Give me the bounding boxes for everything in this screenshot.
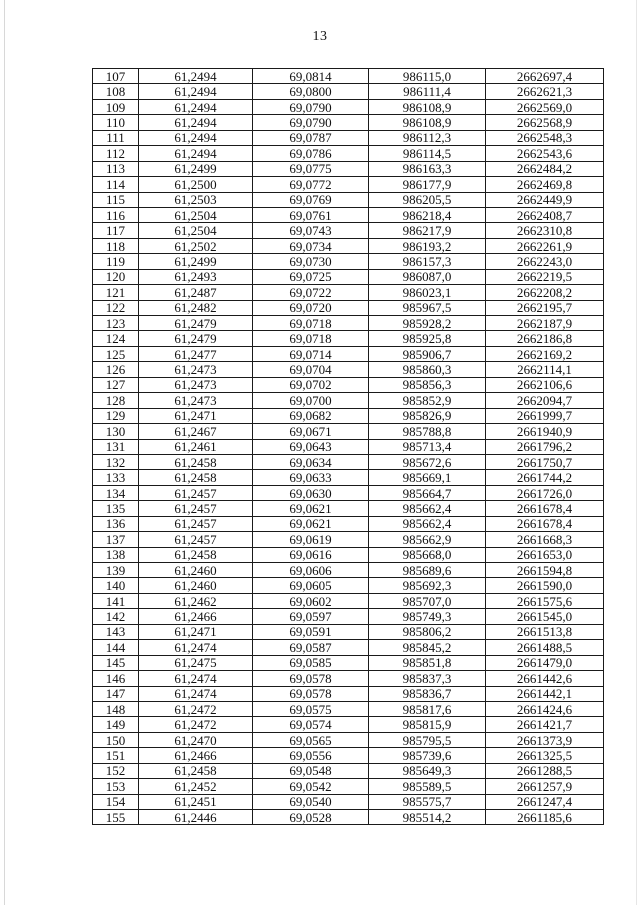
table-row [93,516,604,531]
latitude-cell: 61,2457 [139,516,253,531]
table-row [93,748,604,763]
table-row [93,223,604,238]
y-coordinate-cell: 2661940,9 [486,424,604,439]
y-coordinate-cell: 2661257,9 [486,779,604,794]
page-number: 13 [312,29,328,44]
latitude-cell: 61,2494 [139,146,253,161]
longitude-cell: 69,0814 [253,69,369,84]
point-number-cell: 109 [93,99,139,114]
longitude-cell: 69,0578 [253,686,369,701]
x-coordinate-cell: 986108,9 [369,99,486,114]
longitude-cell: 69,0671 [253,424,369,439]
y-coordinate-cell: 2661442,6 [486,671,604,686]
longitude-cell: 69,0730 [253,254,369,269]
table-row [93,99,604,114]
point-number-cell: 117 [93,223,139,238]
latitude-cell: 61,2477 [139,346,253,361]
latitude-cell: 61,2499 [139,254,253,269]
latitude-cell: 61,2494 [139,84,253,99]
table-row [93,763,604,778]
x-coordinate-cell: 986111,4 [369,84,486,99]
longitude-cell: 69,0548 [253,763,369,778]
point-number-cell: 113 [93,161,139,176]
table-row [93,485,604,500]
y-coordinate-cell: 2661373,9 [486,732,604,747]
point-number-cell: 110 [93,115,139,130]
x-coordinate-cell: 985713,4 [369,439,486,454]
y-coordinate-cell: 2661678,4 [486,501,604,516]
point-number-cell: 144 [93,640,139,655]
longitude-cell: 69,0790 [253,99,369,114]
table-row [93,300,604,315]
y-coordinate-cell: 2662195,7 [486,300,604,315]
point-number-cell: 119 [93,254,139,269]
table-row [93,810,604,825]
latitude-cell: 61,2494 [139,115,253,130]
point-number-cell: 151 [93,748,139,763]
y-coordinate-cell: 2661796,2 [486,439,604,454]
point-number-cell: 131 [93,439,139,454]
table-row [93,393,604,408]
longitude-cell: 69,0591 [253,624,369,639]
table-row [93,454,604,469]
point-number-cell: 122 [93,300,139,315]
point-number-cell: 135 [93,501,139,516]
latitude-cell: 61,2457 [139,501,253,516]
x-coordinate-cell: 985817,6 [369,701,486,716]
y-coordinate-cell: 2662094,7 [486,393,604,408]
table-row [93,624,604,639]
latitude-cell: 61,2474 [139,671,253,686]
x-coordinate-cell: 985795,5 [369,732,486,747]
longitude-cell: 69,0704 [253,362,369,377]
x-coordinate-cell: 985749,3 [369,609,486,624]
x-coordinate-cell: 985514,2 [369,810,486,825]
x-coordinate-cell: 985575,7 [369,794,486,809]
point-number-cell: 132 [93,454,139,469]
y-coordinate-cell: 2661421,7 [486,717,604,732]
x-coordinate-cell: 986177,9 [369,177,486,192]
x-coordinate-cell: 985649,3 [369,763,486,778]
x-coordinate-cell: 986218,4 [369,207,486,222]
latitude-cell: 61,2499 [139,161,253,176]
y-coordinate-cell: 2662261,9 [486,238,604,253]
table-row [93,192,604,207]
latitude-cell: 61,2504 [139,207,253,222]
y-coordinate-cell: 2662187,9 [486,316,604,331]
longitude-cell: 69,0575 [253,701,369,716]
table-row [93,69,604,84]
table-row [93,686,604,701]
longitude-cell: 69,0634 [253,454,369,469]
y-coordinate-cell: 2662621,3 [486,84,604,99]
y-coordinate-cell: 2661653,0 [486,547,604,562]
latitude-cell: 61,2458 [139,454,253,469]
table-row [93,207,604,222]
latitude-cell: 61,2494 [139,69,253,84]
x-coordinate-cell: 986217,9 [369,223,486,238]
point-number-cell: 148 [93,701,139,716]
longitude-cell: 69,0718 [253,331,369,346]
latitude-cell: 61,2500 [139,177,253,192]
x-coordinate-cell: 985662,9 [369,532,486,547]
longitude-cell: 69,0720 [253,300,369,315]
table-row [93,547,604,562]
latitude-cell: 61,2451 [139,794,253,809]
longitude-cell: 69,0633 [253,470,369,485]
table-row [93,717,604,732]
y-coordinate-cell: 2661726,0 [486,485,604,500]
longitude-cell: 69,0702 [253,377,369,392]
y-coordinate-cell: 2662569,0 [486,99,604,114]
longitude-cell: 69,0800 [253,84,369,99]
y-coordinate-cell: 2661545,0 [486,609,604,624]
longitude-cell: 69,0587 [253,640,369,655]
longitude-cell: 69,0772 [253,177,369,192]
longitude-cell: 69,0621 [253,516,369,531]
longitude-cell: 69,0621 [253,501,369,516]
point-number-cell: 124 [93,331,139,346]
x-coordinate-cell: 985689,6 [369,563,486,578]
y-coordinate-cell: 2661185,6 [486,810,604,825]
table-row [93,532,604,547]
latitude-cell: 61,2466 [139,748,253,763]
point-number-cell: 136 [93,516,139,531]
x-coordinate-cell: 986205,5 [369,192,486,207]
latitude-cell: 61,2473 [139,393,253,408]
point-number-cell: 107 [93,69,139,84]
coordinates-table [92,68,604,825]
latitude-cell: 61,2460 [139,578,253,593]
longitude-cell: 69,0790 [253,115,369,130]
point-number-cell: 111 [93,130,139,145]
x-coordinate-cell: 985826,9 [369,408,486,423]
coordinates-table-body [93,69,604,825]
longitude-cell: 69,0775 [253,161,369,176]
longitude-cell: 69,0578 [253,671,369,686]
point-number-cell: 108 [93,84,139,99]
y-coordinate-cell: 2662243,0 [486,254,604,269]
y-coordinate-cell: 2661479,0 [486,655,604,670]
latitude-cell: 61,2446 [139,810,253,825]
latitude-cell: 61,2470 [139,732,253,747]
table-row [93,501,604,516]
y-coordinate-cell: 2661744,2 [486,470,604,485]
longitude-cell: 69,0619 [253,532,369,547]
latitude-cell: 61,2472 [139,717,253,732]
longitude-cell: 69,0565 [253,732,369,747]
table-row [93,316,604,331]
x-coordinate-cell: 986163,3 [369,161,486,176]
y-coordinate-cell: 2662114,1 [486,362,604,377]
latitude-cell: 61,2503 [139,192,253,207]
point-number-cell: 143 [93,624,139,639]
longitude-cell: 69,0682 [253,408,369,423]
x-coordinate-cell: 985707,0 [369,593,486,608]
y-coordinate-cell: 2662106,6 [486,377,604,392]
x-coordinate-cell: 986108,9 [369,115,486,130]
y-coordinate-cell: 2662568,9 [486,115,604,130]
scan-edge-right [636,0,637,905]
y-coordinate-cell: 2662469,8 [486,177,604,192]
latitude-cell: 61,2479 [139,331,253,346]
longitude-cell: 69,0616 [253,547,369,562]
table-row [93,655,604,670]
table-row [93,254,604,269]
table-row [93,146,604,161]
table-row [93,671,604,686]
y-coordinate-cell: 2661424,6 [486,701,604,716]
table-row [93,732,604,747]
point-number-cell: 123 [93,316,139,331]
latitude-cell: 61,2487 [139,285,253,300]
y-coordinate-cell: 2661247,4 [486,794,604,809]
point-number-cell: 155 [93,810,139,825]
y-coordinate-cell: 2662408,7 [486,207,604,222]
x-coordinate-cell: 985672,6 [369,454,486,469]
longitude-cell: 69,0602 [253,593,369,608]
y-coordinate-cell: 2661668,3 [486,532,604,547]
latitude-cell: 61,2452 [139,779,253,794]
y-coordinate-cell: 2662548,3 [486,130,604,145]
latitude-cell: 61,2467 [139,424,253,439]
x-coordinate-cell: 986087,0 [369,269,486,284]
latitude-cell: 61,2475 [139,655,253,670]
y-coordinate-cell: 2661513,8 [486,624,604,639]
x-coordinate-cell: 985668,0 [369,547,486,562]
table-row [93,439,604,454]
point-number-cell: 127 [93,377,139,392]
point-number-cell: 114 [93,177,139,192]
y-coordinate-cell: 2662310,8 [486,223,604,238]
x-coordinate-cell: 985664,7 [369,485,486,500]
x-coordinate-cell: 985928,2 [369,316,486,331]
point-number-cell: 141 [93,593,139,608]
x-coordinate-cell: 986023,1 [369,285,486,300]
longitude-cell: 69,0787 [253,130,369,145]
point-number-cell: 130 [93,424,139,439]
latitude-cell: 61,2502 [139,238,253,253]
longitude-cell: 69,0574 [253,717,369,732]
x-coordinate-cell: 985815,9 [369,717,486,732]
y-coordinate-cell: 2661678,4 [486,516,604,531]
latitude-cell: 61,2474 [139,640,253,655]
table-row [93,424,604,439]
y-coordinate-cell: 2661575,6 [486,593,604,608]
longitude-cell: 69,0528 [253,810,369,825]
y-coordinate-cell: 2662186,8 [486,331,604,346]
latitude-cell: 61,2471 [139,408,253,423]
y-coordinate-cell: 2662208,2 [486,285,604,300]
y-coordinate-cell: 2661288,5 [486,763,604,778]
longitude-cell: 69,0725 [253,269,369,284]
x-coordinate-cell: 985662,4 [369,516,486,531]
latitude-cell: 61,2493 [139,269,253,284]
longitude-cell: 69,0630 [253,485,369,500]
longitude-cell: 69,0643 [253,439,369,454]
y-coordinate-cell: 2661442,1 [486,686,604,701]
point-number-cell: 134 [93,485,139,500]
x-coordinate-cell: 985967,5 [369,300,486,315]
x-coordinate-cell: 986114,5 [369,146,486,161]
longitude-cell: 69,0734 [253,238,369,253]
table-row [93,238,604,253]
x-coordinate-cell: 985851,8 [369,655,486,670]
latitude-cell: 61,2462 [139,593,253,608]
longitude-cell: 69,0761 [253,207,369,222]
table-row [93,563,604,578]
table-row [93,346,604,361]
y-coordinate-cell: 2661750,7 [486,454,604,469]
x-coordinate-cell: 986157,3 [369,254,486,269]
table-row [93,377,604,392]
table-row [93,269,604,284]
table-row [93,408,604,423]
y-coordinate-cell: 2662697,4 [486,69,604,84]
x-coordinate-cell: 985669,1 [369,470,486,485]
latitude-cell: 61,2494 [139,130,253,145]
point-number-cell: 125 [93,346,139,361]
table-row [93,177,604,192]
point-number-cell: 116 [93,207,139,222]
point-number-cell: 138 [93,547,139,562]
x-coordinate-cell: 985860,3 [369,362,486,377]
point-number-cell: 121 [93,285,139,300]
x-coordinate-cell: 986112,3 [369,130,486,145]
point-number-cell: 146 [93,671,139,686]
longitude-cell: 69,0700 [253,393,369,408]
latitude-cell: 61,2461 [139,439,253,454]
point-number-cell: 149 [93,717,139,732]
latitude-cell: 61,2460 [139,563,253,578]
y-coordinate-cell: 2661325,5 [486,748,604,763]
table-row [93,794,604,809]
longitude-cell: 69,0714 [253,346,369,361]
longitude-cell: 69,0743 [253,223,369,238]
point-number-cell: 153 [93,779,139,794]
x-coordinate-cell: 985739,6 [369,748,486,763]
latitude-cell: 61,2473 [139,377,253,392]
longitude-cell: 69,0606 [253,563,369,578]
x-coordinate-cell: 985856,3 [369,377,486,392]
x-coordinate-cell: 986193,2 [369,238,486,253]
longitude-cell: 69,0556 [253,748,369,763]
point-number-cell: 145 [93,655,139,670]
table-row [93,701,604,716]
latitude-cell: 61,2457 [139,532,253,547]
table-row [93,593,604,608]
x-coordinate-cell: 985845,2 [369,640,486,655]
y-coordinate-cell: 2662484,2 [486,161,604,176]
latitude-cell: 61,2458 [139,470,253,485]
table-row [93,331,604,346]
point-number-cell: 142 [93,609,139,624]
latitude-cell: 61,2472 [139,701,253,716]
point-number-cell: 129 [93,408,139,423]
longitude-cell: 69,0597 [253,609,369,624]
point-number-cell: 139 [93,563,139,578]
table-row [93,84,604,99]
table-row [93,578,604,593]
latitude-cell: 61,2504 [139,223,253,238]
point-number-cell: 147 [93,686,139,701]
longitude-cell: 69,0722 [253,285,369,300]
point-number-cell: 133 [93,470,139,485]
x-coordinate-cell: 985837,3 [369,671,486,686]
x-coordinate-cell: 985662,4 [369,501,486,516]
point-number-cell: 150 [93,732,139,747]
point-number-cell: 115 [93,192,139,207]
x-coordinate-cell: 985852,9 [369,393,486,408]
y-coordinate-cell: 2661590,0 [486,578,604,593]
y-coordinate-cell: 2662543,6 [486,146,604,161]
longitude-cell: 69,0605 [253,578,369,593]
table-row [93,362,604,377]
x-coordinate-cell: 986115,0 [369,69,486,84]
longitude-cell: 69,0769 [253,192,369,207]
x-coordinate-cell: 985692,3 [369,578,486,593]
point-number-cell: 112 [93,146,139,161]
y-coordinate-cell: 2661594,8 [486,563,604,578]
x-coordinate-cell: 985836,7 [369,686,486,701]
latitude-cell: 61,2471 [139,624,253,639]
x-coordinate-cell: 985589,5 [369,779,486,794]
y-coordinate-cell: 2661488,5 [486,640,604,655]
latitude-cell: 61,2479 [139,316,253,331]
table-row [93,130,604,145]
longitude-cell: 69,0718 [253,316,369,331]
point-number-cell: 137 [93,532,139,547]
y-coordinate-cell: 2662169,2 [486,346,604,361]
x-coordinate-cell: 985906,7 [369,346,486,361]
latitude-cell: 61,2473 [139,362,253,377]
point-number-cell: 152 [93,763,139,778]
point-number-cell: 118 [93,238,139,253]
latitude-cell: 61,2458 [139,763,253,778]
y-coordinate-cell: 2662219,5 [486,269,604,284]
latitude-cell: 61,2457 [139,485,253,500]
table-row [93,285,604,300]
table-row [93,115,604,130]
longitude-cell: 69,0585 [253,655,369,670]
longitude-cell: 69,0542 [253,779,369,794]
longitude-cell: 69,0786 [253,146,369,161]
point-number-cell: 126 [93,362,139,377]
x-coordinate-cell: 985788,8 [369,424,486,439]
point-number-cell: 120 [93,269,139,284]
latitude-cell: 61,2474 [139,686,253,701]
latitude-cell: 61,2458 [139,547,253,562]
point-number-cell: 128 [93,393,139,408]
y-coordinate-cell: 2661999,7 [486,408,604,423]
table-row [93,779,604,794]
point-number-cell: 154 [93,794,139,809]
latitude-cell: 61,2494 [139,99,253,114]
longitude-cell: 69,0540 [253,794,369,809]
scan-edge-left [4,0,5,905]
point-number-cell: 140 [93,578,139,593]
x-coordinate-cell: 985925,8 [369,331,486,346]
y-coordinate-cell: 2662449,9 [486,192,604,207]
table-row [93,470,604,485]
latitude-cell: 61,2466 [139,609,253,624]
table-row [93,161,604,176]
table-row [93,640,604,655]
latitude-cell: 61,2482 [139,300,253,315]
table-row [93,609,604,624]
x-coordinate-cell: 985806,2 [369,624,486,639]
